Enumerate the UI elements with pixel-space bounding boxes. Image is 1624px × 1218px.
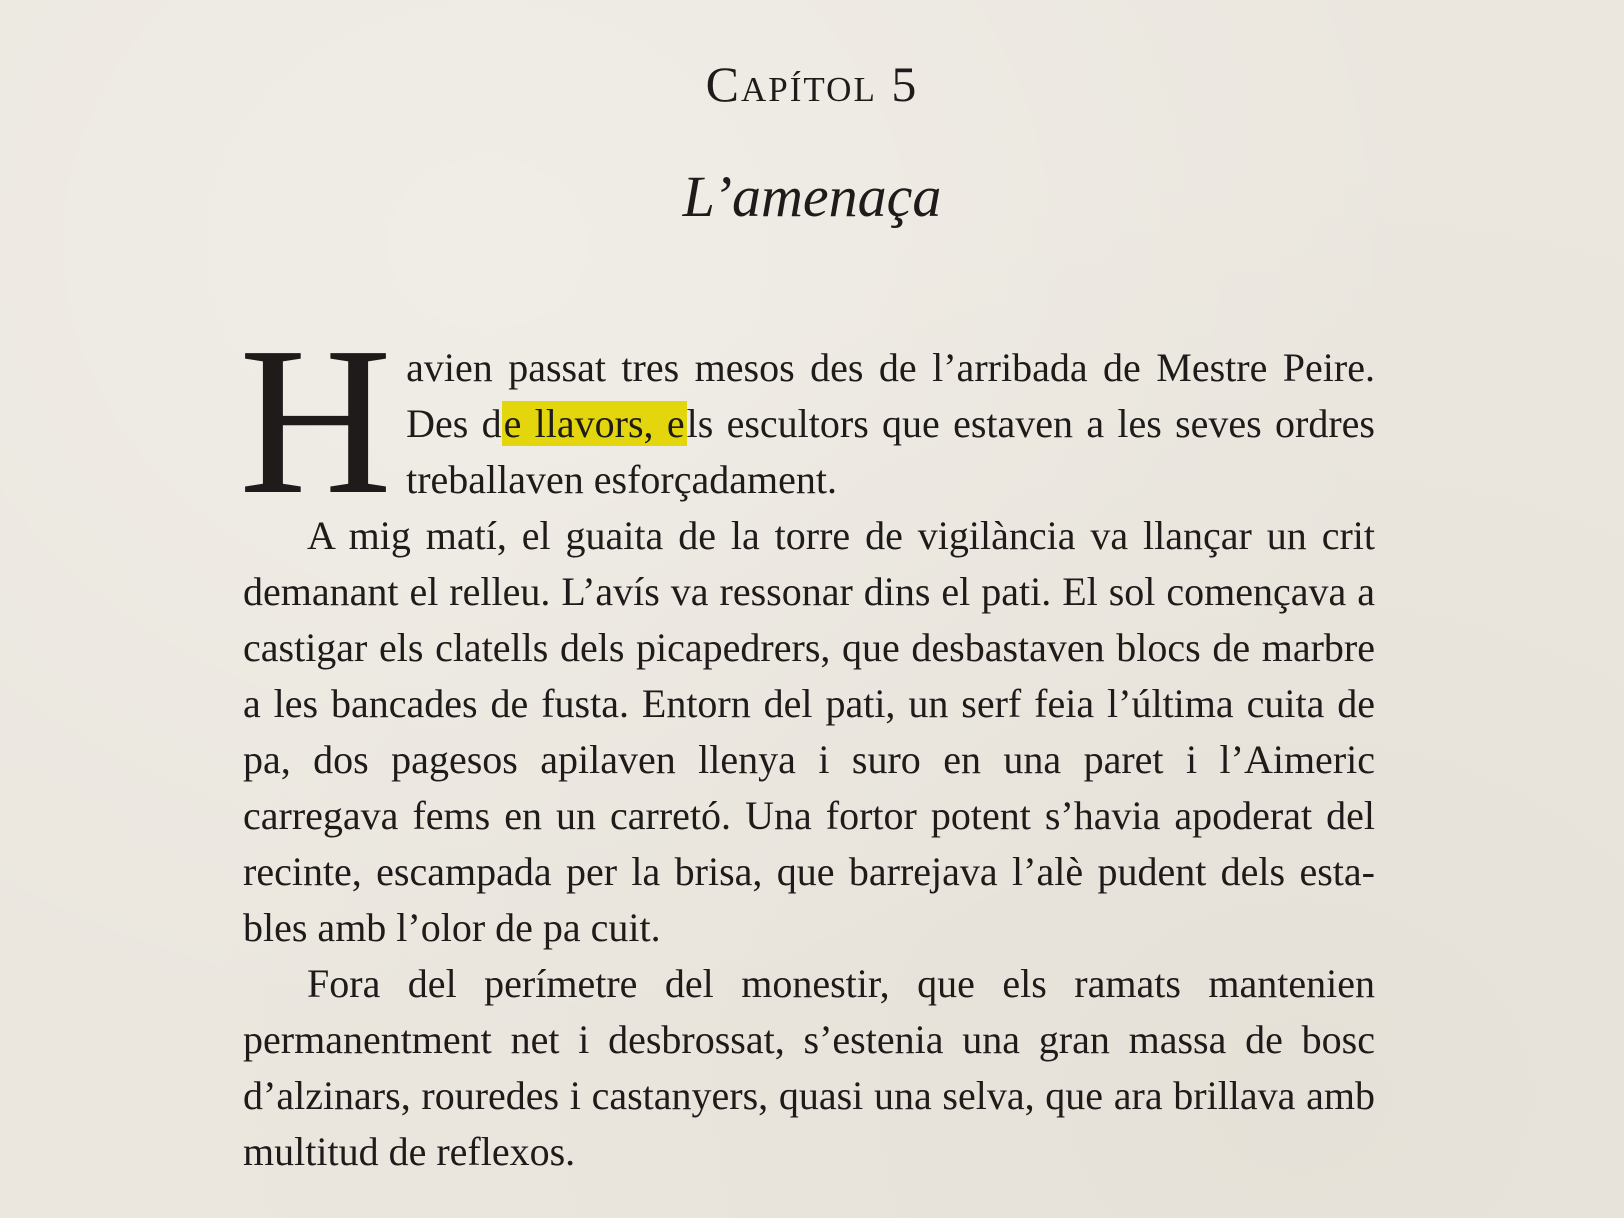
paragraph-3: Fora del perímetre del monestir, que els ramats mantenien permanentment net i desbrossat, s’estenia una gran massa de bosc d’alzinars, rouredes i castanyers, quasi una selva, que ara brillava amb multitud de reflexos. [243,961,1375,1174]
paragraph-1-text-start: avien passat tres mesos des de l’arribada de Mestre Peire. Des d [406,345,1375,446]
paragraph-1 [239,303,1376,538]
paragraph-1-text-end: ls escultors que estaven a les seves ordres treballaven esforçadament. [406,401,1376,502]
drop-cap: H [239,303,393,538]
highlighted-text[interactable]: e llavors, e [503,401,685,446]
chapter-title: L’amenaça [682,164,942,229]
paragraph-2: A mig matí, el guaita de la torre de vigilància va llançar un crit demanant el relleu. L’avís va ressonar dins el pati. El sol començava a castigar els clatells dels picapedrers, que desbastaven blocs de marbre a les bancades de fusta. Entorn del pati, un serf feia l’última cuita de pa, dos pagesos apilaven llenya i suro en una paret i l’Aimeric carregava fems en un carretó. Una fortor potent s’havia apoderat del recinte, escampada per la brisa, que barrejava l’alè pudent dels estables amb l’olor de pa cuit. [243,513,1375,950]
body-text [239,303,1376,1180]
chapter-number: Capítol 5 [705,56,919,112]
